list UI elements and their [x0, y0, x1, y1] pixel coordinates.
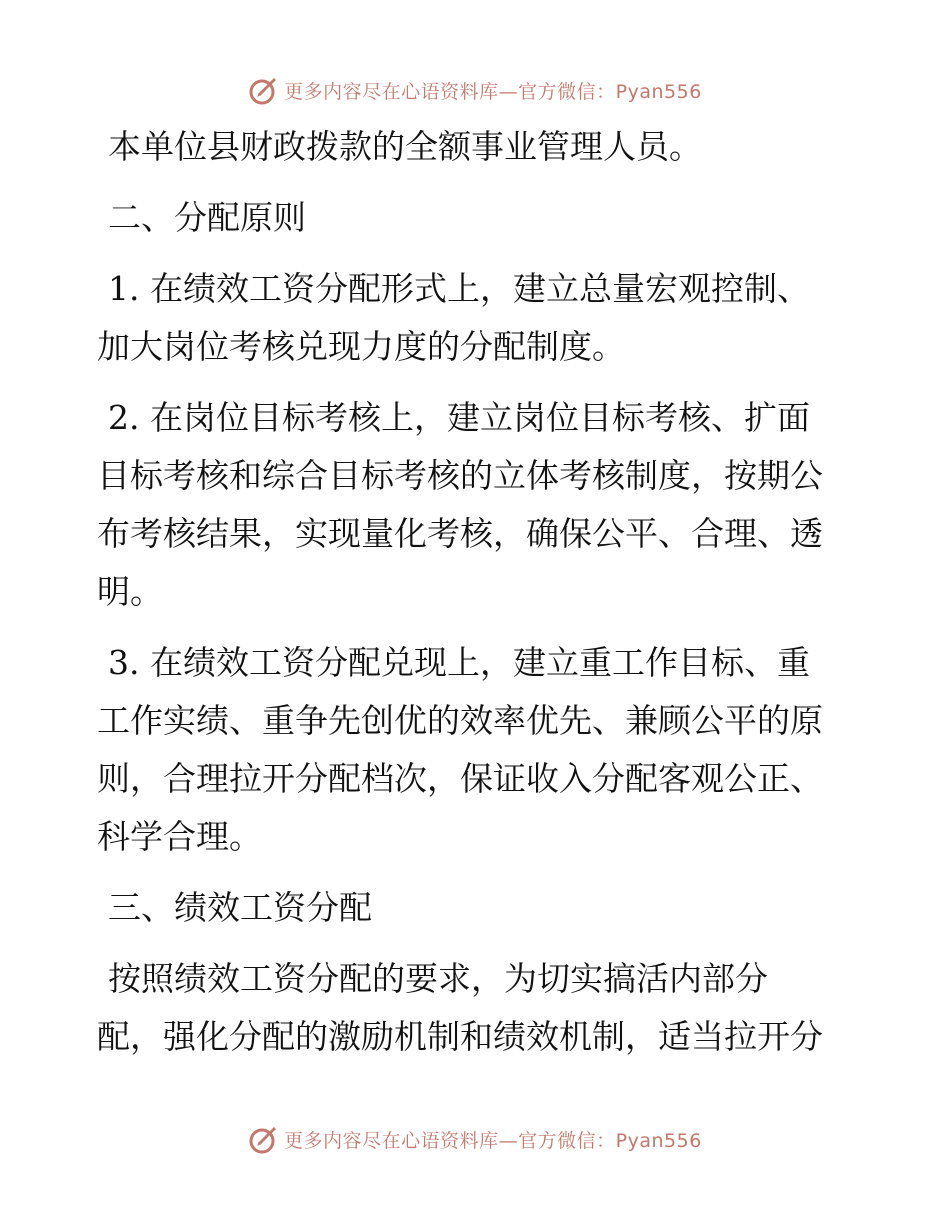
text-line: 布考核结果，实现量化考核，确保公平、合理、透: [97, 514, 823, 553]
watermark-banner-top: [0, 72, 950, 108]
text-line: 则，合理拉开分配档次，保证收入分配客观公正、: [97, 759, 823, 798]
paragraph: [97, 389, 857, 621]
text-line: 三、绩效工资分配: [108, 888, 372, 927]
watermark-wechat-id: Pyan556: [615, 80, 702, 103]
text-line: 二、分配原则: [108, 198, 306, 237]
quill-logo-icon: [248, 74, 280, 106]
paragraph: [97, 634, 857, 866]
paragraph: [97, 260, 857, 376]
text-line: 加大岗位考核兑现力度的分配制度。: [97, 327, 625, 366]
watermark-text: 更多内容尽在心语资料库—官方微信：: [284, 80, 616, 103]
paragraph: [97, 950, 857, 1066]
text-line: 按照绩效工资分配的要求，为切实搞活内部分: [108, 959, 768, 998]
watermark-banner-bottom: [0, 1121, 950, 1157]
paragraph: [97, 118, 857, 176]
text-line: 明。: [97, 572, 163, 611]
text-line: 配，强化分配的激励机制和绩效机制，适当拉开分: [97, 1017, 823, 1056]
text-line: 3. 在绩效工资分配兑现上，建立重工作目标、重: [108, 643, 810, 682]
text-line: 科学合理。: [97, 817, 262, 856]
section-heading: [97, 189, 857, 247]
watermark-wechat-id: Pyan556: [615, 1129, 702, 1152]
document-body: [97, 118, 857, 1066]
section-heading: [97, 879, 857, 937]
text-line: 1. 在绩效工资分配形式上，建立总量宏观控制、: [108, 269, 810, 308]
text-line: 工作实绩、重争先创优的效率优先、兼顾公平的原: [97, 701, 823, 740]
text-line: 本单位县财政拨款的全额事业管理人员。: [108, 127, 702, 166]
watermark-text: 更多内容尽在心语资料库—官方微信：: [284, 1129, 616, 1152]
quill-logo-icon: [248, 1123, 280, 1155]
text-line: 2. 在岗位目标考核上，建立岗位目标考核、扩面: [108, 398, 810, 437]
text-line: 目标考核和综合目标考核的立体考核制度，按期公: [97, 456, 823, 495]
